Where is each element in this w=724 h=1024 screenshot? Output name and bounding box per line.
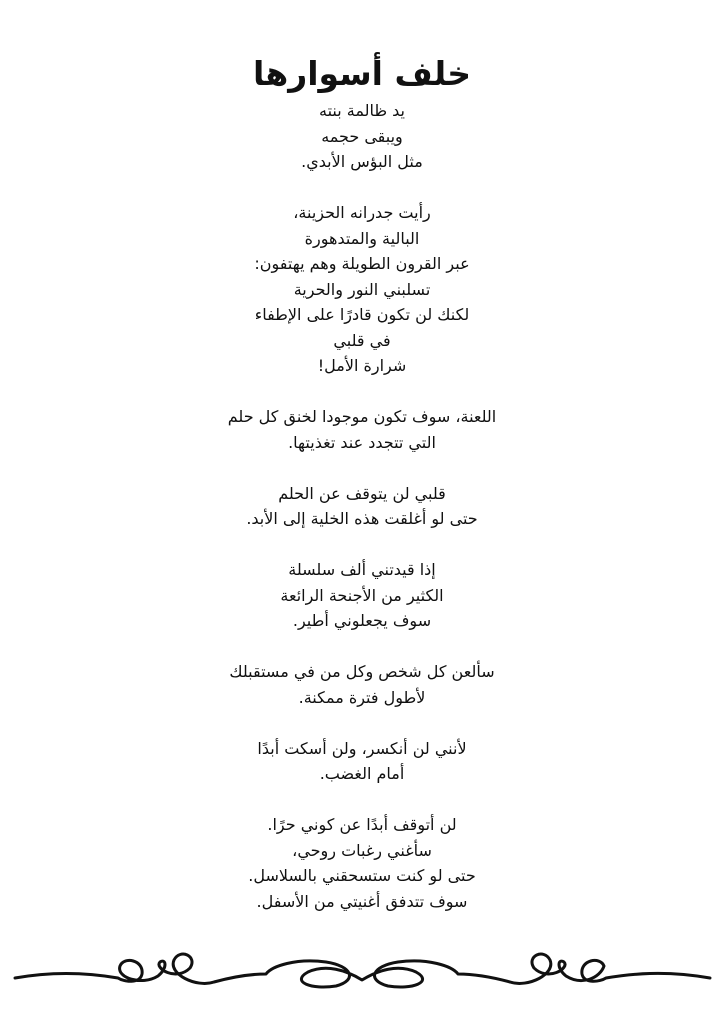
- poem-line: عبر القرون الطويلة وهم يهتفون:: [254, 254, 470, 273]
- poem-line: سوف يجعلوني أطير.: [292, 611, 432, 630]
- poem-line: تسلبني النور والحرية: [293, 279, 431, 299]
- stanza: [0, 200, 724, 379]
- poem-line: لأنني لن أنكسر، ولن أسكت أبدًا: [257, 738, 467, 758]
- stanza: [0, 481, 724, 532]
- poem-body: [0, 98, 724, 940]
- poem-line: سألعن كل شخص وكل من في مستقبلك: [229, 662, 495, 681]
- poem-line: سأغني رغبات روحي،: [292, 840, 432, 860]
- stanza: [0, 812, 724, 914]
- poem-title: خلف أسوارها: [252, 54, 472, 93]
- stanza: [0, 557, 724, 634]
- poem-line: يد ظالمة بنته: [318, 101, 406, 120]
- poem-line: حتى لو أغلقت هذه الخلية إلى الأبد.: [246, 509, 478, 528]
- poem-line: مثل البؤس الأبدي.: [301, 152, 423, 171]
- poem-line: قلبي لن يتوقف عن الحلم: [278, 483, 446, 503]
- swirl-flourish-icon: [0, 930, 724, 1010]
- poem-line: لأطول فترة ممكنة.: [298, 687, 426, 707]
- poem-line: اللعنة، سوف تكون موجودا لخنق كل حلم: [227, 407, 497, 426]
- stanza: [0, 98, 724, 175]
- poem-line: الكثير من الأجنحة الرائعة: [280, 585, 444, 605]
- poem-line: رأيت جدرانه الحزينة،: [293, 203, 431, 222]
- poem-line: لكنك لن تكون قادرًا على الإطفاء: [254, 305, 470, 324]
- poem-line: شرارة الأمل!: [317, 356, 407, 375]
- stanza: [0, 404, 724, 455]
- poem-line: حتى لو كنت ستسحقني بالسلاسل.: [248, 866, 476, 885]
- poem-line: سوف تتدفق أغنيتي من الأسفل.: [256, 891, 468, 911]
- poem-line: التي تتجدد عند تغذيتها.: [288, 432, 436, 452]
- poem-line: البالية والمتدهورة: [304, 228, 420, 248]
- flourish-stroke: [15, 954, 710, 987]
- poem-line: إذا قيدتني ألف سلسلة: [288, 560, 436, 579]
- poem-line: ويبقى حجمه: [321, 126, 403, 146]
- poem-line: في قلبي: [333, 330, 391, 350]
- stanza: [0, 736, 724, 787]
- poem-line: لن أتوقف أبدًا عن كوني حرًا.: [267, 815, 457, 834]
- stanza: [0, 659, 724, 710]
- poem-line: أمام الغضب.: [319, 764, 405, 783]
